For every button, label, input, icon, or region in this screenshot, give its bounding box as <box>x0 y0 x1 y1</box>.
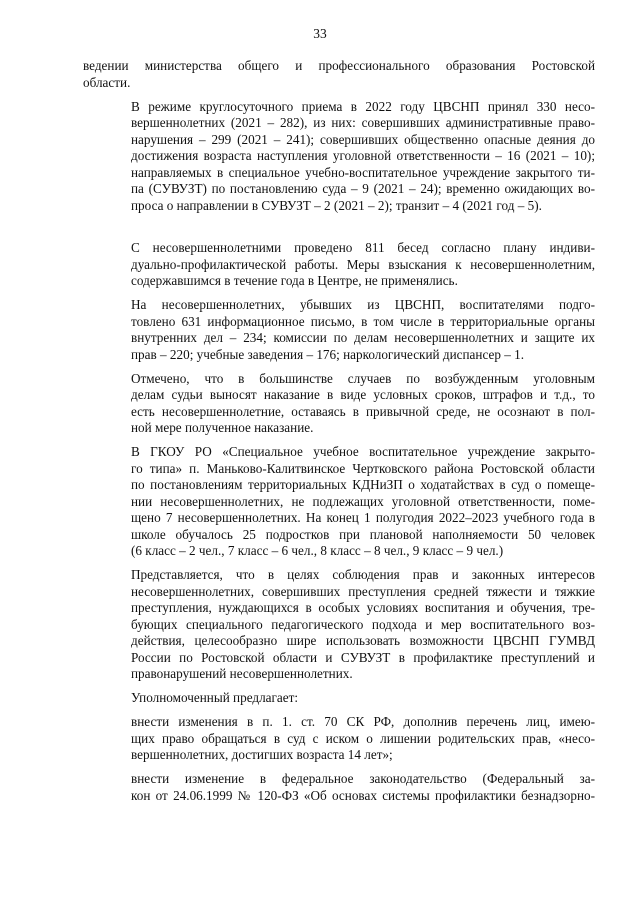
text-line: дуально-профилактической работы. Меры взыскания к несовершеннолетним, <box>131 256 595 272</box>
text-line: нии несовершеннолетних, не подлежащих уголовной ответственности, поме- <box>131 493 595 509</box>
text-line: внутренних дел – 234; комиссии по делам несовершеннолетних и защите их <box>131 330 595 345</box>
text-line: действия, целесообразно шире использовать возможности ЦВСНП ГУМВД <box>131 633 595 648</box>
text-line: бующих специального педагогического подхода и мер воспитательного воз- <box>131 616 595 632</box>
paragraph-conversations <box>83 240 595 290</box>
text-line: Представляется, что в целях соблюдения прав и законных интересов <box>131 567 595 582</box>
text-line: щено 7 несовершеннолетних. На конец 1 полугодия 2022–2023 учебного года в <box>131 510 595 525</box>
document-body <box>83 58 595 812</box>
text-line: прав – 220; учебные заведения – 176; наркологический диспансер – 1. <box>131 346 524 362</box>
paragraph-court-sentences <box>83 371 595 437</box>
text-line: Отмечено, что в большинстве случаев по возбужденным уголовным <box>131 370 595 386</box>
page-number: 33 <box>313 26 327 41</box>
paragraph-closed-school <box>83 444 595 560</box>
paragraph-ombudsman-proposes <box>83 690 595 707</box>
text-line: товлено 631 информационное письмо, в том числе в территориальные органы <box>131 313 595 329</box>
text-line: В режиме круглосуточного приема в 2022 году ЦВСНП принял 330 несо- <box>131 98 595 114</box>
text-line: кон от 24.06.1999 № 120-ФЗ «Об основах системы профилактики безнадзорно- <box>131 787 595 803</box>
text-line: внести изменения в п. 1. ст. 70 СК РФ, дополнив перечень лиц, имею- <box>131 714 595 729</box>
paragraph-recommendation <box>83 567 595 683</box>
text-line: В ГКОУ РО «Специальное учебное воспитательное учреждение закрыто- <box>131 444 595 459</box>
text-line: вершеннолетних, достигших возраста 14 лет»; <box>131 747 393 762</box>
text-line: (6 класс – 2 чел., 7 класс – 6 чел., 8 класс – 8 чел., 9 класс – 9 чел.) <box>131 543 504 558</box>
text-line: содержавшимся в течение года в Центре, не применялись. <box>131 273 458 288</box>
text-line: вершеннолетних (2021 – 282), из них: совершивших административные право- <box>131 115 595 130</box>
text-line: проса о направлении в СУВУЗТ – 2 (2021 – 2); транзит – 4 (2021 год – 5). <box>131 197 542 213</box>
text-line: нарушения – 299 (2021 – 241); совершивших общественно опасные деяния до <box>131 131 595 147</box>
text-line: внести изменение в федеральное законодательство (Федеральный за- <box>131 771 595 786</box>
text-line: есть несовершеннолетние, оставаясь в привычной среде, не осознают в пол- <box>131 403 595 419</box>
text-line: достижения возраста наступления уголовной ответственности – 16 (2021 – 10); <box>131 148 595 163</box>
text-line: области. <box>83 74 131 90</box>
text-line: правонарушений несовершеннолетних. <box>131 666 353 681</box>
text-line: преступления, нуждающихся в особых условиях воспитания и обучения, тре- <box>131 600 595 615</box>
text-line: ной мере полученное наказание. <box>131 420 314 435</box>
paragraph-federal-law-amendment <box>83 771 595 804</box>
paragraph-cvsnp-admissions <box>83 99 595 215</box>
text-line: России по Ростовской области и СУВУЗТ в профилактике преступлений и <box>131 649 595 665</box>
text-line: С несовершеннолетними проведено 811 бесед согласно плану индиви- <box>131 240 595 255</box>
text-line: Уполномоченный предлагает: <box>131 690 299 705</box>
text-line: ведении министерства общего и профессионального образования Ростовской <box>83 58 595 73</box>
text-line: несовершеннолетних, совершивших преступления средней тяжести и тяжкие <box>131 583 595 599</box>
paragraph-family-code-amendment <box>83 714 595 764</box>
text-line: делам судьи выносят наказание в виде условных сроков, штрафов и т.д., то <box>131 387 595 402</box>
paragraph-information-letters <box>83 297 595 363</box>
text-line: щих право обращаться в суд с иском о лишении родительских прав, «несо- <box>131 730 595 746</box>
text-line: по постановлениям территориальных КДНиЗП о ходатайствах в суд о помеще- <box>131 477 595 492</box>
text-line: школе обучалось 25 подростков при плановой наполняемости 50 человек <box>131 526 595 542</box>
text-line: па (СУВУЗТ) по постановлению суда – 9 (2021 – 24); временно ожидающих во- <box>131 181 595 196</box>
text-line: го типа» п. Маньково-Калитвинское Чертковского района Ростовской области <box>131 460 595 476</box>
text-line: На несовершеннолетних, убывших из ЦВСНП, воспитателями подго- <box>131 297 595 312</box>
paragraph-ministry-continuation <box>83 58 595 91</box>
text-line: направляемых в специальное учебно-воспитательное учреждение закрытого ти- <box>131 164 595 180</box>
